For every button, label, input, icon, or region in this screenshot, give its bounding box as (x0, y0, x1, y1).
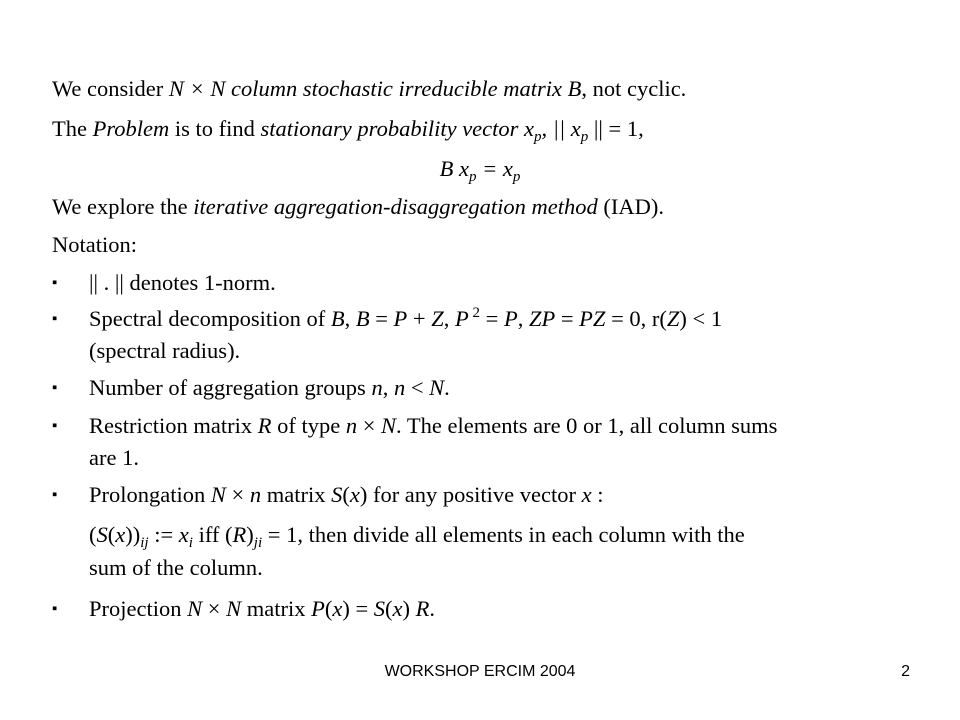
notation-heading: Notation: (52, 232, 137, 257)
bullet-groups: Number of aggregation groups n, n < N. (89, 375, 450, 400)
footer-title: WORKSHOP ERCIM 2004 (384, 663, 576, 680)
bullet-restriction-cont: are 1. (89, 445, 139, 470)
bullet-spectral: Spectral decomposition of B, B = P + Z, P $^2$ = P, ZP = PZ = 0, r(Z) < 1 (89, 305, 723, 331)
bullet-projection: Projection N × N matrix P(x) = S(x) R. (89, 596, 436, 621)
problem-line: The Problem is to find stationary probability vector $x_p$, || $x_p$ || = 1, (52, 116, 644, 145)
intro-line: We consider N × N column stochastic irreducible matrix B, not cyclic. (52, 76, 687, 101)
prolongation-definition-cont: sum of the column. (89, 555, 263, 580)
bullet-restriction: Restriction matrix R of type n × N. The elements are 0 or 1, all column sums (89, 413, 778, 438)
bullet-prolongation: Prolongation N × n matrix S(x) for any positive vector x : (89, 482, 604, 507)
method-line: We explore the iterative aggregation-disaggregation method (IAD). (52, 194, 665, 219)
bullet-icon: ▪ (52, 275, 58, 291)
bullet-icon: ▪ (52, 418, 58, 434)
bullet-icon: ▪ (52, 311, 58, 327)
equation-line: B $x_p = x_p$ (439, 156, 521, 185)
bullet-icon: ▪ (52, 601, 58, 617)
bullet-norm: || . || denotes 1-norm. (89, 270, 276, 295)
bullet-icon: ▪ (52, 487, 58, 503)
bullet-spectral-cont: (spectral radius). (89, 338, 241, 363)
page-number: 2 (901, 663, 910, 680)
bullet-icon: ▪ (52, 380, 58, 396)
prolongation-definition: $(S(x))_{ij}$ := $x_i$ iff $(R)_{ji} = 1$, then divide all elements in each column with the (89, 522, 745, 551)
